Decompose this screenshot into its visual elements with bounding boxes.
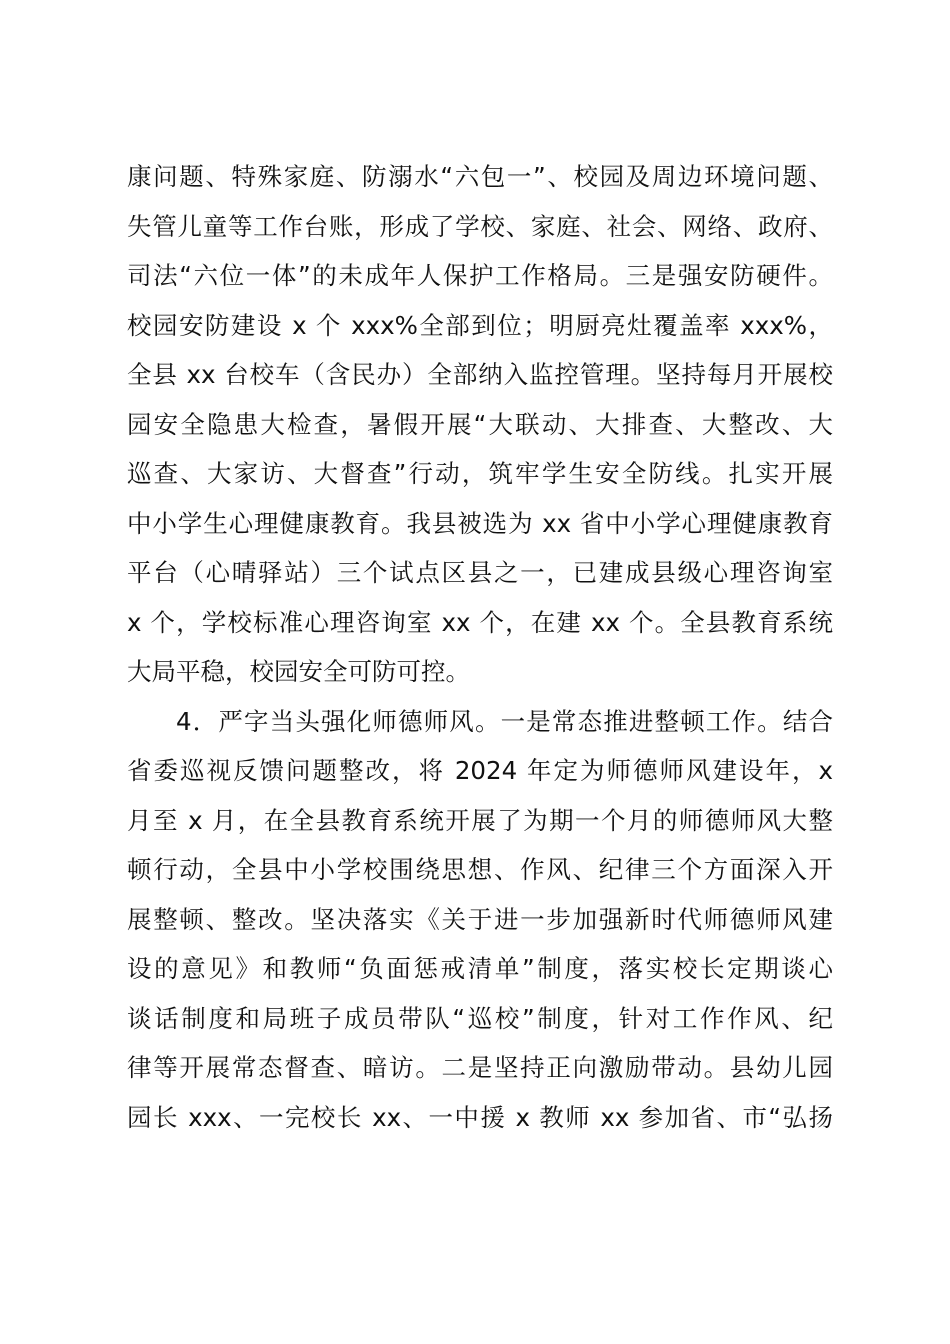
paragraph-teacher-ethics [127,697,833,1143]
text-line: 全县 xx 台校车（含民办）全部纳入监控管理。坚持每月开展校 [127,360,833,389]
section-heading-line: 4．严字当头强化师德师风。一是常态推进整顿工作。结合 [176,706,833,736]
text-line: 园安全隐患大检查，暑假开展“大联动、大排查、大整改、大 [127,409,833,439]
text-line: 展整顿、整改。坚决落实《关于进一步加强新时代师德师风建 [127,904,833,934]
text-line: 司法“六位一体”的未成年人保护工作格局。三是强安防硬件。 [127,261,833,290]
text-line: 园长 xxx、一完校长 xx、一中援 x 教师 xx 参加省、市“弘扬 [127,1102,833,1132]
text-line: 省委巡视反馈问题整改，将 2024 年定为师德师风建设年，x [127,756,833,785]
text-line: 设的意见》和教师“负面惩戒清单”制度，落实校长定期谈心 [127,954,833,983]
text-line: 中小学生心理健康教育。我县被选为 xx 省中小学心理健康教育 [127,508,833,538]
text-line: 大局平稳，校园安全可防可控。 [127,657,470,686]
text-line: 校园安防建设 x 个 xxx%全部到位；明厨亮灶覆盖率 xxx%， [127,310,833,340]
text-line: 律等开展常态督查、暗访。二是坚持正向激励带动。县幼儿园 [127,1053,833,1082]
paragraph-campus-safety [127,152,833,697]
text-line: 平台（心晴驿站）三个试点区县之一，已建成县级心理咨询室 [127,558,833,587]
text-line: 谈话制度和局班子成员带队“巡校”制度，针对工作作风、纪 [127,1003,833,1033]
text-line: 月至 x 月，在全县教育系统开展了为期一个月的师德师风大整 [127,805,833,835]
text-line: 康问题、特殊家庭、防溺水“六包一”、校园及周边环境问题、 [127,162,833,191]
document-body [127,152,833,1142]
text-line: 巡查、大家访、大督查”行动，筑牢学生安全防线。扎实开展 [127,459,833,488]
text-line: 失管儿童等工作台账，形成了学校、家庭、社会、网络、政府、 [127,211,833,241]
text-line: x 个，学校标准心理咨询室 xx 个，在建 xx 个。全县教育系统 [127,607,833,637]
text-line: 顿行动，全县中小学校围绕思想、作风、纪律三个方面深入开 [127,855,833,884]
